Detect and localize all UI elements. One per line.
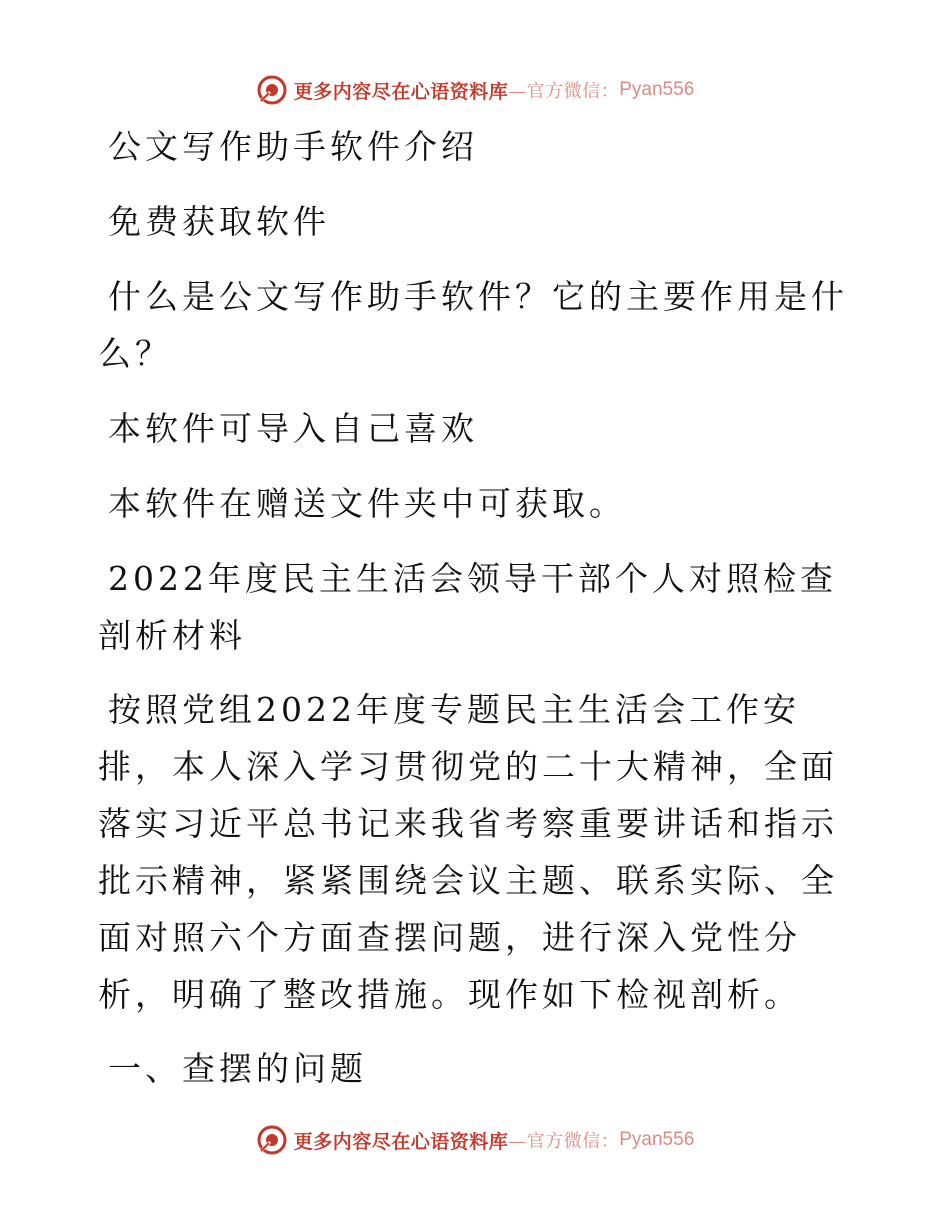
doc-line-gift-folder: 本软件在赠送文件夹中可获取。 (108, 484, 626, 523)
document-body (98, 118, 858, 1097)
doc-paragraph-intro: 按照党组2022年度专题民主生活会工作安排，本人深入学习贯彻党的二十大精神，全面落实习近平总书记来我省考察重要讲话和指示批示精神，紧紧围绕会议主题、联系实际、全面对照六个方面查摆问题，进行深入党性分析，明确了整改措施。现作如下检视剖析。 (98, 690, 838, 1014)
pen-logo-icon (256, 1124, 288, 1156)
header-banner-wechat-id: Pyan556 (619, 79, 695, 100)
doc-heading-software-intro: 公文写作助手软件介绍 (108, 127, 478, 166)
footer-banner-main-text: 更多内容尽在心语资料库 (293, 1130, 509, 1153)
doc-section-heading-problems: 一、查摆的问题 (108, 1049, 367, 1088)
doc-line-import: 本软件可导入自己喜欢 (108, 409, 478, 448)
doc-question-what-is: 什么是公文写作助手软件？它的主要作用是什么？ (98, 277, 848, 373)
doc-title-2022: 2022年度民主生活会领导干部个人对照检查剖析材料 (98, 559, 837, 655)
header-watermark-banner (0, 70, 950, 110)
header-banner-main-text: 更多内容尽在心语资料库 (293, 80, 509, 103)
header-banner-sub-text: —官方微信： (508, 81, 620, 102)
doc-line-free-software: 免费获取软件 (108, 202, 330, 241)
footer-banner-sub-text: —官方微信： (508, 1131, 620, 1152)
footer-watermark-banner (0, 1120, 950, 1160)
footer-banner-wechat-id: Pyan556 (619, 1129, 695, 1150)
pen-logo-icon (256, 74, 288, 106)
